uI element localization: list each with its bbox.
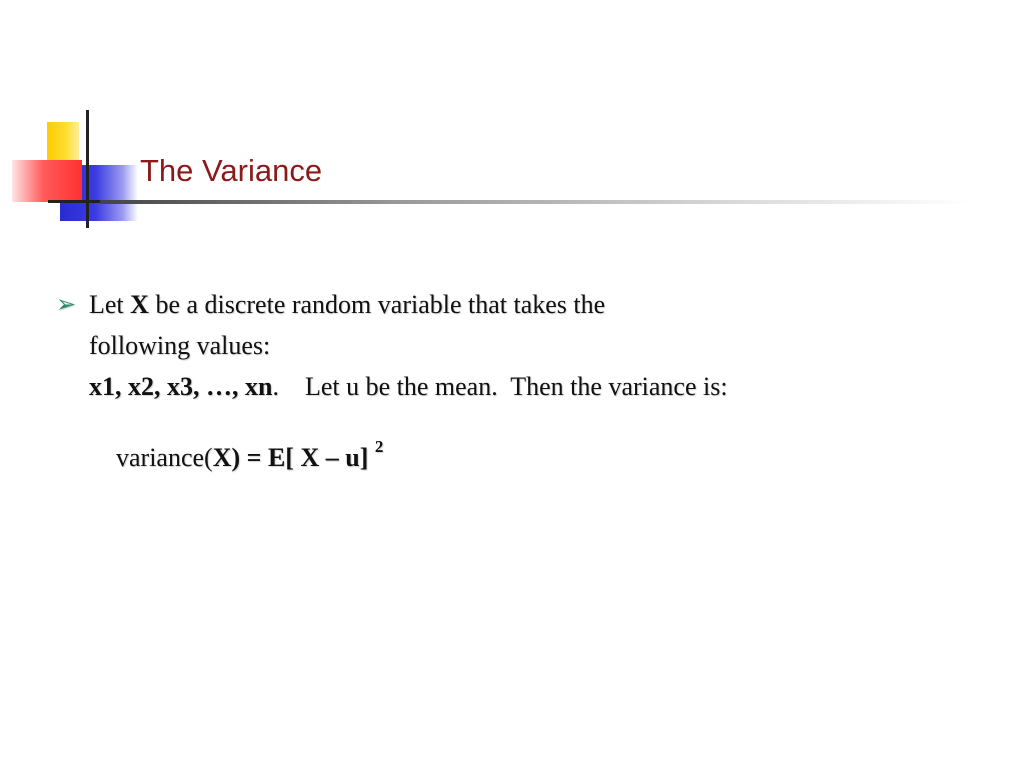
text-values-list: x1, x2, x3, …, xn xyxy=(89,372,273,401)
formula-prefix: variance( xyxy=(116,443,213,472)
text-line3-rest: . Let u be the mean. Then the variance is: xyxy=(272,372,728,401)
logo-red-block xyxy=(12,160,82,202)
bullet-line-1 xyxy=(56,284,976,325)
bullet-line-3 xyxy=(56,366,976,407)
title-underline xyxy=(100,200,970,204)
formula-expression: X) = E[ X – u] xyxy=(212,443,375,472)
logo-yellow-block xyxy=(47,122,79,162)
logo-vertical-line xyxy=(86,110,89,228)
text-line1-rest: be a discrete random variable that takes the xyxy=(148,290,606,319)
formula-exponent: 2 xyxy=(374,437,384,457)
bullet-line-2 xyxy=(56,325,976,366)
arrow-bullet-icon: ➢ xyxy=(56,290,77,318)
text-let: Let xyxy=(89,290,131,319)
slide-body xyxy=(56,284,976,478)
text-x-variable: X xyxy=(130,290,149,319)
slide-title: The Variance xyxy=(140,153,323,188)
text-line2: following values: xyxy=(89,331,271,360)
variance-formula xyxy=(56,437,976,478)
decorative-logo xyxy=(0,0,160,240)
